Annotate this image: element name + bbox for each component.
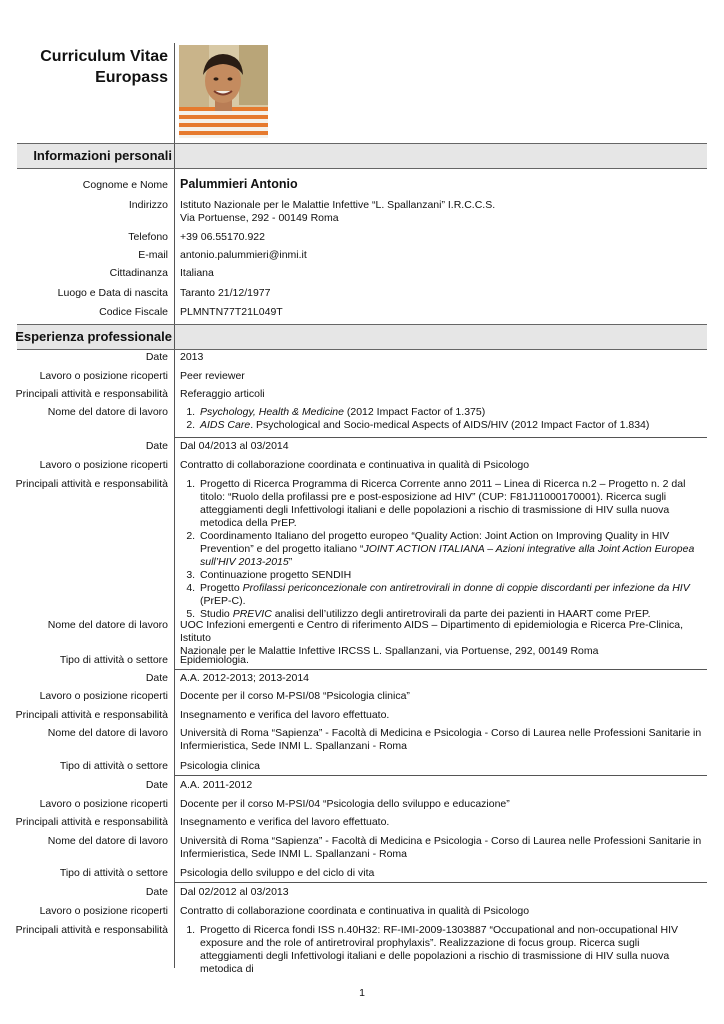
field-label: Principali attività e responsabilità: [15, 816, 168, 828]
journal-name: AIDS Care: [200, 419, 251, 431]
field-label: Tipo di attività o settore: [59, 654, 168, 666]
avatar-photo: [179, 45, 268, 138]
employer-line2: Infermieristica, Sede INMI L. Spallanzani - Roma: [180, 848, 408, 860]
exp-employer: [180, 835, 705, 861]
list-item: [198, 582, 705, 608]
entry-divider: [174, 882, 707, 883]
field-label: Date: [145, 886, 168, 898]
exp-date: 2013: [180, 351, 204, 363]
exp-activities: [180, 924, 705, 976]
text: (PrEP-C).: [200, 595, 246, 607]
text: analisi dell’utilizzo degli antiretrovirali da parte dei pazienti in HAART come PrEP.: [271, 608, 651, 620]
field-label: Cognome e Nome: [82, 179, 168, 191]
exp-job: Docente per il corso M-PSI/04 “Psicologia dello sviluppo e educazione”: [180, 798, 510, 810]
section-title: Informazioni personali: [33, 148, 172, 163]
text: Studio: [200, 608, 233, 620]
tax-value: PLMNTN77T21L049T: [180, 306, 283, 318]
list-item: [198, 406, 705, 419]
field-label: Indirizzo: [128, 199, 168, 211]
exp-activities: Insegnamento e verifica del lavoro effettuato.: [180, 709, 390, 721]
section-experience: [17, 324, 707, 350]
list-item: 1. Progetto di Ricerca Programma di Ricerca Corrente anno 2011 – Linea di Ricerca n.2 – Progetto n. 2 dal titolo: “Ruolo della profilassi pre e post-esposizione ad HIV” (CUP: F81J11000170001). Ricerca sugli atteggiamenti degli Infettivologi italiani e delle popolazioni a rischio di trasmissione di HIV sulla nuova metodica della PrEP.: [198, 478, 705, 530]
exp-activities: Insegnamento e verifica del lavoro effettuato.: [180, 816, 390, 828]
text: Progetto: [200, 582, 243, 594]
employer-line1: Università di Roma “Sapienza” - Facoltà di Medicina e Psicologia - Corso di Laurea nelle Professioni Sanitarie in: [180, 727, 702, 739]
field-label: Date: [145, 351, 168, 363]
field-label: Nome del datore di lavoro: [47, 406, 168, 418]
section-personal-info: [17, 143, 707, 169]
field-label: Cittadinanza: [109, 267, 168, 279]
address-value: [180, 199, 705, 225]
field-label: Lavoro o posizione ricoperti: [39, 370, 168, 382]
journal-name: Psychology, Health & Medicine: [200, 406, 344, 418]
employer-line1: Università di Roma “Sapienza” - Facoltà di Medicina e Psicologia - Corso di Laurea nelle Professioni Sanitarie in: [180, 835, 702, 847]
list-item: 1. Progetto di Ricerca fondi ISS n.40H32: RF-IMI-2009-1303887 “Occupational and non-occupational HIV exposure and the role of antiretroviral prophylaxis”. Realizzazione di focus group. Ricerca sugli atteggiamenti degli Infettivologi italiani e delle popolazioni a rischio di trasmissione di HIV sulla nuova metodica di: [198, 924, 705, 976]
field-label: Principali attività e responsabilità: [15, 478, 168, 490]
list-item: [198, 419, 705, 432]
employer-line1: UOC Infezioni emergenti e Centro di riferimento AIDS – Dipartimento di epidemiologia e Ricerca Pre-Clinica, Istituto: [180, 619, 684, 644]
exp-job: Docente per il corso M-PSI/08 “Psicologia clinica”: [180, 690, 410, 702]
field-label: Lavoro o posizione ricoperti: [39, 459, 168, 471]
field-label: Lavoro o posizione ricoperti: [39, 798, 168, 810]
entry-divider: [174, 437, 707, 438]
exp-sector: Psicologia clinica: [180, 760, 260, 772]
exp-sector: Psicologia dello sviluppo e del ciclo di vita: [180, 867, 375, 879]
field-label: Telefono: [128, 231, 168, 243]
field-label: Nome del datore di lavoro: [47, 835, 168, 847]
journal-detail: . Psychological and Socio-medical Aspects of AIDS/HIV (2012 Impact Factor of 1.834): [250, 419, 650, 431]
citizenship-value: Italiana: [180, 267, 214, 279]
exp-job: Contratto di collaborazione coordinata e continuativa in qualità di Psicologo: [180, 459, 530, 471]
address-line2: Via Portuense, 292 - 00149 Roma: [180, 212, 339, 224]
journal-detail: (2012 Impact Factor of 1.375): [343, 406, 486, 418]
project-name: JOINT ACTION ITALIANA – Azioni integrative alla Joint Action Europea sull’HIV 2013-2015: [200, 543, 695, 568]
entry-divider: [174, 775, 707, 776]
cv-title: [40, 46, 168, 88]
field-label: Tipo di attività o settore: [59, 867, 168, 879]
cv-title-line2: Europass: [95, 69, 168, 86]
list-item: 3. Continuazione progetto SENDIH: [198, 569, 705, 582]
phone-value: +39 06.55170.922: [180, 231, 265, 243]
exp-job: Contratto di collaborazione coordinata e continuativa in qualità di Psicologo: [180, 905, 530, 917]
field-label: Lavoro o posizione ricoperti: [39, 690, 168, 702]
field-label: Luogo e Data di nascita: [57, 287, 168, 299]
birth-value: Taranto 21/12/1977: [180, 287, 271, 299]
exp-job: Peer reviewer: [180, 370, 245, 382]
field-label: Principali attività e responsabilità: [15, 388, 168, 400]
field-label: Tipo di attività o settore: [59, 760, 168, 772]
employer-line2: Nazionale per le Malattie Infettive IRCSS L. Spallanzani, via Portuense, 292, 00149 Roma: [180, 645, 599, 657]
exp-date: A.A. 2011-2012: [180, 779, 253, 791]
exp-date: Dal 02/2012 al 03/2013: [180, 886, 289, 898]
section-divider: [174, 144, 175, 168]
field-label: Date: [145, 440, 168, 452]
exp-activities: Referaggio articoli: [180, 388, 265, 400]
text: Coordinamento Italiano del progetto europeo “Quality Action: Joint Action on Improving Quality in HIV Prevention” e del progetto italiano “: [200, 530, 670, 555]
exp-employer: [180, 619, 705, 658]
exp-sector: Epidemiologia.: [180, 654, 249, 666]
field-label: Nome del datore di lavoro: [47, 727, 168, 739]
field-label: Date: [145, 672, 168, 684]
column-divider: [174, 168, 175, 968]
field-label: Lavoro o posizione ricoperti: [39, 905, 168, 917]
project-name: Profilassi periconcezionale con antiretrovirali in donne di coppie discordanti per infezione da HIV: [242, 582, 690, 594]
field-label: Date: [145, 779, 168, 791]
field-label: Nome del datore di lavoro: [47, 619, 168, 631]
field-label: E-mail: [138, 249, 168, 261]
person-name: Palummieri Antonio: [180, 177, 298, 191]
section-divider: [174, 325, 175, 349]
page-number: 1: [359, 987, 365, 999]
field-label: Principali attività e responsabilità: [15, 924, 168, 936]
cv-title-line1: Curriculum Vitae: [40, 48, 168, 65]
email-value[interactable]: antonio.palummieri@inmi.it: [180, 249, 307, 261]
text: ”: [288, 556, 293, 568]
entry-divider: [174, 669, 707, 670]
list-item: [198, 530, 705, 569]
exp-employer: [180, 727, 705, 753]
exp-activities: [180, 478, 705, 621]
address-line1: Istituto Nazionale per le Malattie Infettive “L. Spallanzani” I.R.C.C.S.: [180, 199, 496, 211]
exp-date: Dal 04/2013 al 03/2014: [180, 440, 289, 452]
section-title: Esperienza professionale: [15, 329, 172, 344]
header-divider: [174, 43, 175, 143]
exp-employer: [180, 406, 705, 432]
field-label: Codice Fiscale: [99, 306, 168, 318]
project-name: PREVIC: [232, 608, 272, 620]
portrait-image: [179, 45, 268, 138]
employer-line2: Infermieristica, Sede INMI L. Spallanzani - Roma: [180, 740, 408, 752]
field-label: Principali attività e responsabilità: [15, 709, 168, 721]
exp-date: A.A. 2012-2013; 2013-2014: [180, 672, 310, 684]
